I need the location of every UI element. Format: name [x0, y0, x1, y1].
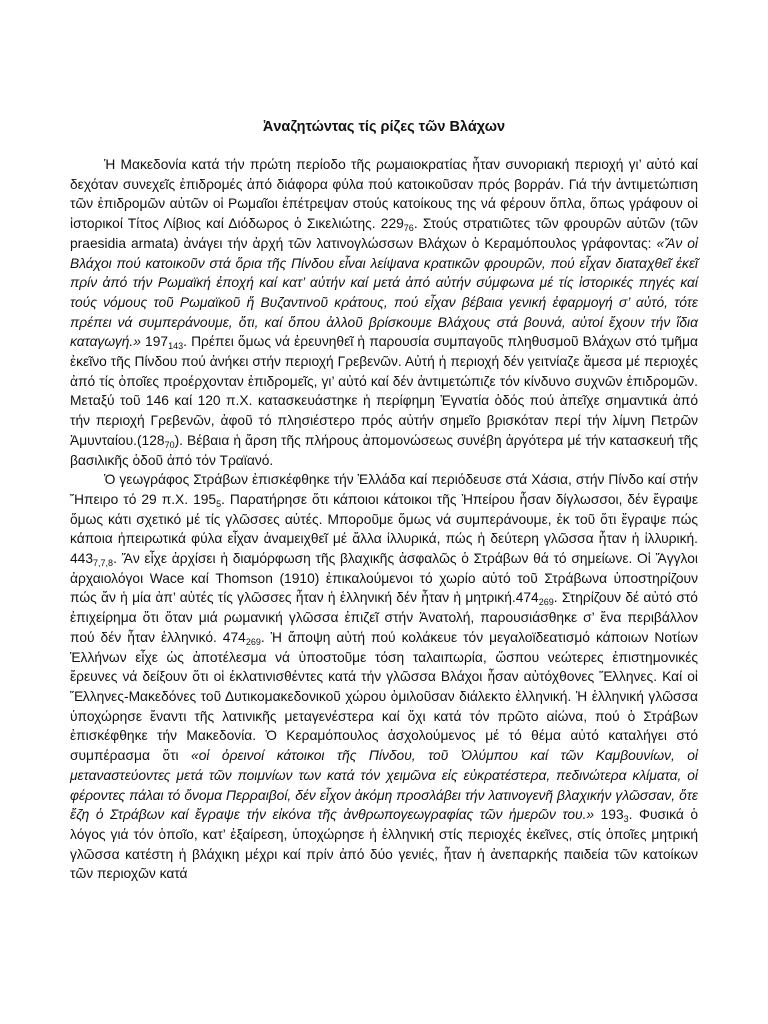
text-run: . Παρατήρησε ὅτι κάποιοι κάτοικοι τῆς Ἠπείρου ἦσαν δίγλωσσοι, δέν ἔγραψε ὅμως κάτι σχετικό μέ τίς γλῶσσες αὐτές. Μποροῦμε ὅμως νά συμπεράνουμε, ἐκ τοῦ ὅτι ἔγραψε πώς κάποια ἠπειρωτικά φύλα εἶχαν ἀναμειχθεῖ μέ ἄλλα ἰλλυρικά, πώς ἡ δεύτερη γλῶσσα ἦταν ἡ ἰλλυρική. 443	[70, 491, 698, 567]
page-title: Ἀναζητώντας τίς ρίζες τῶν Βλάχων	[262, 119, 506, 135]
text-run: . Στούς στρατιῶτες τῶν φρουρῶν αὐτῶν (τῶν praesidia armata) ἀνάγει τήν ἀρχή τῶν λατινογλώσσων Βλάχων ὁ Κεραμόπουλος γράφοντας:	[70, 216, 698, 251]
text-run: 197	[140, 334, 169, 350]
citation-subscript: 269	[538, 597, 554, 608]
citation-subscript: 5	[216, 498, 222, 509]
text-run: . Στηρίζουν δέ αὐτό στό ἐπιχείρημα ὅτι ὅταν μιά ρωμανική γλῶσσα ἐπιζεῖ στήν Ἀνατολή, παρουσιάσθηκε σ’ ἕνα περιβάλλον πού δέν ἦταν ἑλληνικό. 474	[70, 590, 698, 645]
text-run: . Φυσικά ὁ λόγος γιά τόν ὁποῖο, κατ’ ἐξαίρεση, ὑποχώρησε ἡ ἑλληνική στίς περιοχές ἐκεῖνες, στίς ὁποῖες μητρική γλῶσσα κατέστη ἡ βλάχικη μέχρι καί πρίν ἀπό δύο γενιές, ἦταν ἡ ἀνεπαρκής παιδεία τῶν κατοίκων τῶν περιοχῶν κατά	[70, 807, 698, 882]
text-run: ). Βέβαια ἡ ἄρση τῆς πλήρους ἀπομονώσεως συνέβη ἀργότερα μέ τήν κατασκευή τῆς βασιλικῆς ὁδοῦ ἀπό τόν Τραϊανό.	[70, 432, 698, 468]
citation-subscript: 76	[403, 223, 414, 234]
paragraph	[70, 470, 698, 884]
citation-subscript: 7,7,8	[93, 558, 114, 569]
italic-quotation: «οἱ ὀρεινοί κάτοικοι τῆς Πίνδου, τοῦ Ὀλύμπου καί τῶν Καμβουνίων, οἱ μεταναστεύοντες μετά τῶν ποιμνίων των κατά τόν χειμῶνα εἰς εὐκρατέστερα, πεδινώτερα κλίματα, οἱ φέροντες πάλαι τό ὄνομα Περραιβοί, δέν εἶχον ἀκόμη προσλάβει τήν λατινογενῆ βλαχικήν γλῶσσαν, ὅτε ἔζη ὁ Στράβων καί ἔγραψε τήν εἰκόνα τῆς ἀνθρωπογεωγραφίας τῶν ἡμερῶν του.»	[70, 748, 698, 823]
text-run: . Ἡ ἄποψη αὐτή πού κολάκευε τόν μεγαλοϊδεατισμό κάποιων Νοτίων Ἑλλήνων εἶχε ὡς ἀποτέλεσμα νά ὑποστοῦμε τόση ταλαιπωρία, ὥσπου νεώτερες ἐπιστημονικές ἔρευνες νά δείξουν ὅτι οἱ ἐκλατινισθέντες κατά τήν γλῶσσα Βλάχοι ἦσαν αὐτόχθονες Ἕλληνες. Καί οἱ Ἕλληνες-Μακεδόνες τοῦ Δυτικομακεδονικοῦ χώρου ὁμιλοῦσαν διάλεκτο ἑλληνική. Ἡ ἑλληνική γλῶσσα ὑποχώρησε ἔναντι τῆς λατινικῆς μεταγενέστερα καί ὄχι κατά τόν πρῶτο αἰώνα, πού ὁ Στράβων ἐπισκέφθηκε τήν Μακεδονία. Ὁ Κεραμόπουλος ἀσχολούμενος μέ τό θέμα αὐτό καταλήγει στό συμπέρασμα ὅτι	[70, 629, 698, 764]
document-page	[70, 118, 698, 884]
text-run: 193	[594, 807, 624, 823]
text-run: Ὁ γεωγράφος Στράβων ἐπισκέφθηκε τήν Ἑλλάδα καί περιόδευσε στά Χάσια, στήν Πίνδο καί στήν Ἤπειρο τό 29 π.Χ. 195	[70, 472, 698, 507]
text-run: . Πρέπει ὅμως νά ἐρευνηθεῖ ἡ παρουσία συμπαγοῦς πληθυσμοῦ Βλάχων στό τμῆμα ἐκεῖνο τῆς Πίνδου πού ἀνήκει στήν περιοχή Γρεβενῶν. Αὐτή ἡ περιοχή δέν γειτνίαζε ἄμεσα μέ περιοχές ἀπό τίς ὁποῖες προέρχονταν ἐπιδρομεῖς, γι’ αὐτό καί δέν ἀντιμετώπιζε τόν κίνδυνο συχνῶν ἐπιδρομῶν. Μεταξύ τοῦ 146 καί 120 π.Χ. κατασκευάστηκε ἡ περίφημη Ἐγνατία ὁδός πού ἀπεῖχε σημαντικά ἀπό τήν περιοχή Γρεβενῶν, ἀφοῦ τό πλησιέστερο πρός αὐτήν σημεῖο βρισκόταν περί τήν λίμνη Πετρῶν Ἀμυνταίου.(128	[70, 334, 698, 448]
text-run: . Ἄν εἶχε ἀρχίσει ἡ διαμόρφωση τῆς βλαχικῆς ἀσφαλῶς ὁ Στράβων θά τό σημείωνε. Οἱ Ἄγγλοι ἀρχαιολόγοι Wace καί Thomson (1910) ἐπικαλούμενοι τό χωρίο αὐτό τοῦ Στράβωνα ὑποστηρίζουν πώς ἄν ἡ μία ἀπ’ αὐτές τίς γλῶσσες ἦταν ἡ ἑλληνική δέν ἦταν ἡ μητρική.474	[70, 551, 698, 606]
citation-subscript: 3	[623, 814, 629, 825]
text-run: Ἡ Μακεδονία κατά τήν πρώτη περίοδο τῆς ρωμαιοκρατίας ἦταν συνοριακή περιοχή γι’ αὐτό καί δεχόταν συνεχεῖς ἐπιδρομές ἀπό διάφορα φύλα πού κατοικοῦσαν πρός βορράν. Γιά τήν ἀντιμετώπιση τῶν ἐπιδρομῶν αὐτῶν οἱ Ρωμαῖοι ἐπέτρεψαν στούς κατοίκους της νά φέρουν ὅπλα, ὅπως γράφουν οἱ ἱστορικοί Τίτος Λίβιος καί Διόδωρος ὁ Σικελιώτης. 229	[70, 157, 698, 232]
paragraph	[70, 155, 698, 470]
italic-quotation: «Ἄν οἱ Βλάχοι πού κατοικοῦν στά ὅρια τῆς Πίνδου εἶναι λείψανα κρατικῶν φρουρῶν, πού εἶχαν διαταχθεῖ ἐκεῖ πρίν ἀπό τήν Ρωμαϊκή ἐποχή καί κατ’ αὐτήν καί μετά ἀπό αὐτήν σύμφωνα μέ τίς ἱστορικές πηγές καί τούς νόμους τοῦ Ρωμαϊκοῦ ἤ Βυζαντινοῦ κράτους, πού εἶχαν βέβαια γενική ἐφαρμογή σ’ αὐτό, τότε πρέπει νά συμπεράνουμε, ὅτι, καί ὅπου ἀλλοῦ βρίσκουμε Βλάχους στά βουνά, αὐτοί ἔχουν τήν ἴδια καταγωγή.»	[70, 235, 698, 350]
citation-subscript: 269	[245, 636, 261, 647]
citation-subscript: 143	[168, 341, 184, 352]
citation-subscript: 70	[164, 439, 175, 450]
